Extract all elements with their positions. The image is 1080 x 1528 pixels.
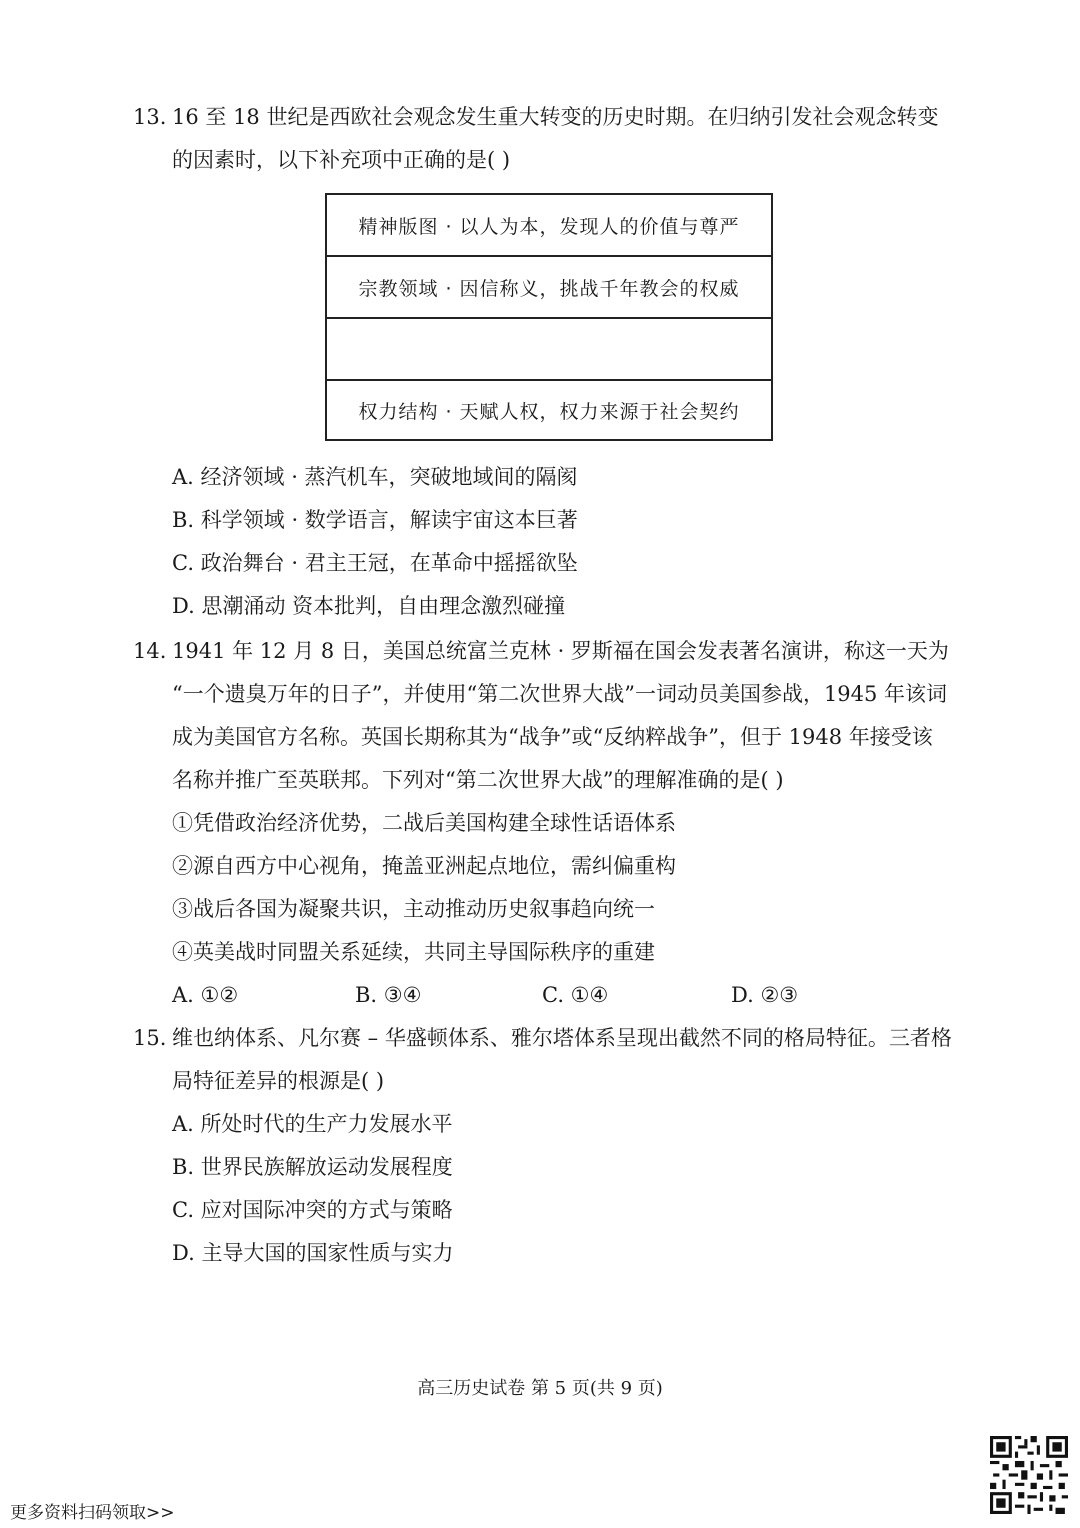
q14-statement-3: ③战后各国为凝聚共识，主动推动历史叙事趋向统一 — [172, 897, 655, 921]
q13-option-a: A. 经济领域 · 蒸汽机车，突破地域间的隔阂 — [172, 465, 578, 489]
q14-stem-line-2: “一个遗臭万年的日子”，并使用“第二次世界大战”一词动员美国参战，1945 年该词 — [172, 682, 948, 706]
q13-table-row-4: 权力结构 · 天赋人权，权力来源于社会契约 — [358, 400, 740, 423]
q13-stem-line-1: 16 至 18 世纪是西欧社会观念发生重大转变的历史时期。在归纳引发社会观念转变 — [172, 105, 939, 129]
q14-stem-line-3: 成为美国官方名称。英国长期称其为“战争”或“反纳粹战争”，但于 1948 年接受该 — [172, 725, 933, 749]
q15-number: 15. — [133, 1026, 167, 1050]
q15-option-c: C. 应对国际冲突的方式与策略 — [172, 1198, 453, 1222]
q13-number: 13. — [133, 105, 167, 129]
page-footer: 高三历史试卷 第 5 页(共 9 页) — [417, 1378, 663, 1399]
q15-option-a: A. 所处时代的生产力发展水平 — [172, 1112, 453, 1136]
q13-table — [325, 193, 773, 441]
q14-option-a: A. ①② — [172, 983, 239, 1007]
q15-option-d: D. 主导大国的国家性质与实力 — [172, 1241, 454, 1265]
q13-table-row-blank — [327, 319, 771, 381]
q14-statement-2: ②源自西方中心视角，掩盖亚洲起点地位，需纠偏重构 — [172, 854, 676, 878]
q14-number: 14. — [133, 639, 167, 663]
q14-option-d: D. ②③ — [731, 983, 799, 1007]
more-resources-link[interactable]: 更多资料扫码领取>> — [10, 1503, 175, 1523]
q15-stem-line-1: 维也纳体系、凡尔赛 – 华盛顿体系、雅尔塔体系呈现出截然不同的格局特征。三者格 — [172, 1026, 952, 1050]
q13-table-row-1: 精神版图 · 以人为本，发现人的价值与尊严 — [327, 195, 771, 257]
q13-table-row-2: 宗教领域 · 因信称义，挑战千年教会的权威 — [327, 257, 771, 319]
q14-stem-line-1: 1941 年 12 月 8 日，美国总统富兰克林 · 罗斯福在国会发表著名演讲，称这一天为 — [172, 639, 949, 663]
q14-option-c: C. ①④ — [542, 983, 609, 1007]
q15-option-b: B. 世界民族解放运动发展程度 — [172, 1155, 453, 1179]
q13-option-d: D. 思潮涌动 资本批判，自由理念激烈碰撞 — [172, 594, 566, 618]
q14-stem-line-4: 名称并推广至英联邦。下列对“第二次世界大战”的理解准确的是( ) — [172, 768, 784, 792]
q14-statement-4: ④英美战时同盟关系延续，共同主导国际秩序的重建 — [172, 940, 655, 964]
qr-code-icon[interactable] — [990, 1436, 1068, 1514]
q14-statement-1: ①凭借政治经济优势，二战后美国构建全球性话语体系 — [172, 811, 676, 835]
q13-option-c: C. 政治舞台 · 君主王冠，在革命中摇摇欲坠 — [172, 551, 578, 575]
q15-stem-line-2: 局特征差异的根源是( ) — [172, 1069, 385, 1093]
q14-option-b: B. ③④ — [355, 983, 422, 1007]
q13-option-b: B. 科学领域 · 数学语言，解读宇宙这本巨著 — [172, 508, 578, 532]
q13-stem-line-2: 的因素时，以下补充项中正确的是( ) — [172, 148, 511, 172]
